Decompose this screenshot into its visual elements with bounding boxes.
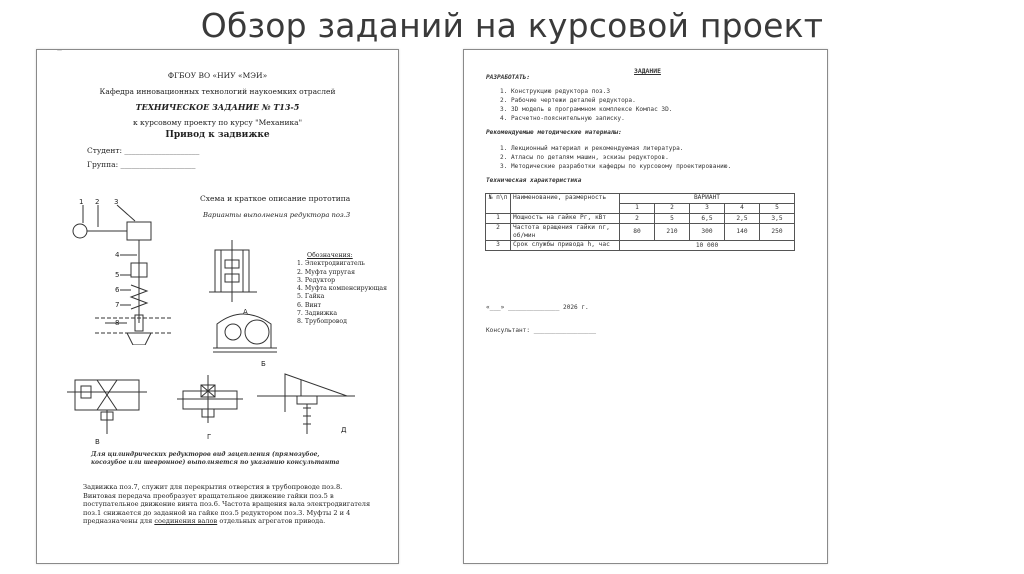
variant-label: А xyxy=(243,308,248,316)
consultant-line: Консультант: _________________ xyxy=(486,327,597,334)
legend-item: 1. Электродвигатель xyxy=(297,260,365,268)
variant-number: 4 xyxy=(725,204,760,214)
legend-item: 7. Задвижка xyxy=(297,310,338,318)
callout-number: 1 xyxy=(79,198,84,206)
row-value: 2,5 xyxy=(725,214,760,224)
row-value: 140 xyxy=(725,224,760,241)
variant-number: 5 xyxy=(760,204,795,214)
develop-item: 4. Расчетно-пояснительную записку. xyxy=(500,115,625,122)
description-end: отдельных агрегатов привода. xyxy=(219,517,326,526)
develop-item: 1. Конструкцию редуктора поз.3 xyxy=(500,88,611,95)
scheme-heading: Схема и краткое описание прототипа xyxy=(200,194,351,203)
variant-g-drawing xyxy=(177,375,247,445)
date-line: «___» ______________ 2026 г. xyxy=(486,304,589,311)
row-name: Частота вращения гайки nг, об/мин xyxy=(511,224,620,241)
callout-number: 3 xyxy=(114,198,119,206)
materials-item: 3. Методические разработки кафедры по курсовому проектированию. xyxy=(500,163,732,170)
group-field: Группа: ____________________ xyxy=(87,160,196,169)
legend-item: 2. Муфта упругая xyxy=(297,268,355,276)
legend xyxy=(297,252,387,327)
materials-label: Рекомендуемые методические материалы: xyxy=(486,129,622,136)
description-paragraph xyxy=(83,483,373,526)
legend-item: 5. Гайка xyxy=(297,293,325,301)
legend-item: 6. Винт xyxy=(297,301,322,309)
variant-label: Г xyxy=(207,433,212,441)
table-header-variant: ВАРИАНТ xyxy=(620,194,795,204)
row-value: 5 xyxy=(655,214,690,224)
row-value: 300 xyxy=(690,224,725,241)
legend-item: 4. Муфта компенсирующая xyxy=(297,285,388,293)
row-name: Мощность на гайке Pг, кВт xyxy=(511,214,620,224)
callout-number: 6 xyxy=(115,286,120,294)
meshing-note: Для цилиндрических редукторов вид зацепления (прямозубое, косозубое или шевронное) выполняется по указанию консультанта xyxy=(91,451,340,466)
assignment-page xyxy=(463,49,828,564)
row-value: 80 xyxy=(620,224,655,241)
row-number: 3 xyxy=(486,241,511,251)
row-number: 1 xyxy=(486,214,511,224)
student-field: Студент: ____________________ xyxy=(87,146,200,155)
variant-v-drawing xyxy=(67,372,152,447)
table-header-num: № п\п xyxy=(486,194,511,214)
variant-label: В xyxy=(95,438,100,446)
row-value: 6,5 xyxy=(690,214,725,224)
table-row xyxy=(486,241,795,251)
variant-a-drawing xyxy=(207,238,267,318)
materials-item: 1. Лекционный материал и рекомендуемая литература. xyxy=(500,145,684,152)
technical-spec-page xyxy=(36,49,399,564)
project-title: Привод к задвижке xyxy=(165,130,270,140)
table-row xyxy=(486,214,795,224)
spec-title: ТЕХНИЧЕСКОЕ ЗАДАНИЕ № Т13-5 xyxy=(135,102,300,112)
row-number: 2 xyxy=(486,224,511,241)
legend-item: 8. Трубопровод xyxy=(297,318,347,326)
row-value: 3,5 xyxy=(760,214,795,224)
materials-item: 2. Атласы по деталям машин, эскизы редукторов. xyxy=(500,154,669,161)
table-header-name: Наименование, размерность xyxy=(511,194,620,214)
prototype-schematic xyxy=(65,195,175,345)
tech-label: Техническая характеристика xyxy=(486,177,582,184)
develop-item: 3. 3D модель в программном комплексе Компас 3D. xyxy=(500,106,673,113)
callout-number: 5 xyxy=(115,271,120,279)
callout-number: 2 xyxy=(95,198,100,206)
variants-heading: Варианты выполнения редуктора поз.3 xyxy=(203,211,351,219)
variant-label: Д xyxy=(341,426,347,434)
row-value: 250 xyxy=(760,224,795,241)
legend-item: 3. Редуктор xyxy=(297,276,336,284)
slide-title: Обзор заданий на курсовой проект xyxy=(200,6,824,45)
description-link: соединения валов xyxy=(154,517,218,526)
develop-item: 2. Рабочие чертежи деталей редуктора. xyxy=(500,97,636,104)
page-corner-mark: — xyxy=(57,48,62,54)
variant-b-drawing xyxy=(213,308,283,368)
callout-number: 8 xyxy=(115,319,120,327)
course-name: к курсовому проекту по курсу "Механика" xyxy=(132,118,303,127)
develop-label: РАЗРАБОТАТЬ: xyxy=(486,74,531,81)
callout-number: 4 xyxy=(115,251,120,259)
variant-number: 3 xyxy=(690,204,725,214)
row-value: 210 xyxy=(655,224,690,241)
variant-number: 2 xyxy=(655,204,690,214)
legend-title: Обозначения: xyxy=(307,252,353,259)
variant-label: Б xyxy=(261,360,266,368)
table-row xyxy=(486,224,795,241)
callout-number: 7 xyxy=(115,301,120,309)
variant-number: 1 xyxy=(620,204,655,214)
spec-table xyxy=(485,193,795,251)
row-merged-value: 10 000 xyxy=(620,241,795,251)
assignment-heading: ЗАДАНИЕ xyxy=(634,67,661,75)
description-text: Задвижка поз.7, служит для перекрытия отверстия в трубопроводе поз.8. Винтовая передача преобразует вращательное движение гайки поз.5 в поступательное движение винта поз.6. Частота вращения вала электродвигателя поз.1 снижается до заданной на гайке поз.5 редуктором поз.3. Муфты 2 и 4 предназначены для xyxy=(83,483,371,526)
row-name: Срок службы привода h, час xyxy=(511,241,620,251)
row-value: 2 xyxy=(620,214,655,224)
variant-d-drawing xyxy=(257,368,357,448)
institute-name: ФГБОУ ВО «НИУ «МЭИ» xyxy=(167,71,268,80)
department-name: Кафедра инновационных технологий наукоемких отраслей xyxy=(99,87,336,96)
